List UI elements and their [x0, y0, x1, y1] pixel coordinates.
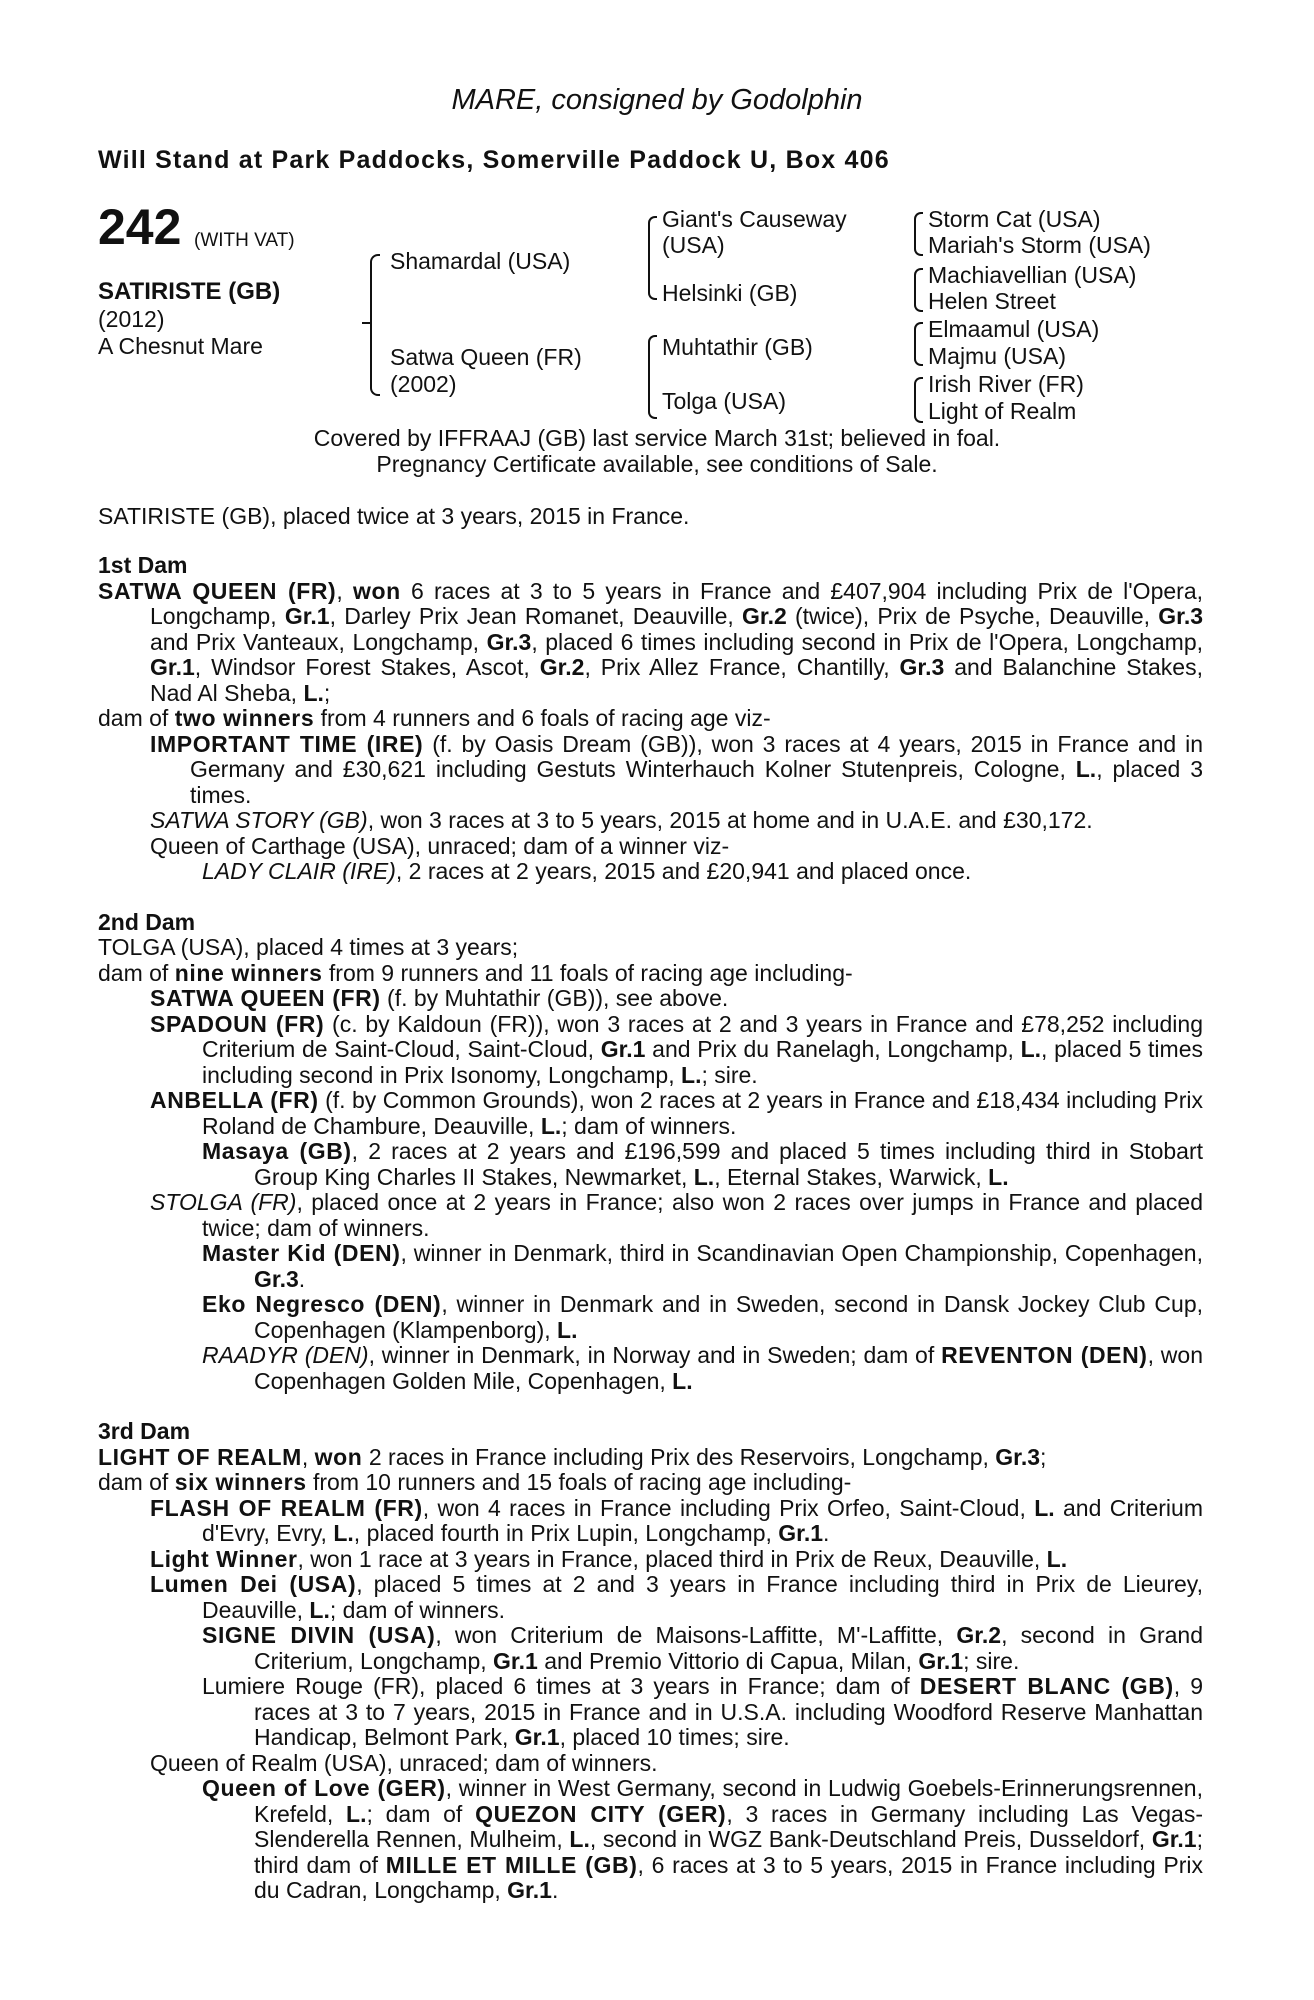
text-run: dam of [98, 959, 175, 986]
won-label: won [352, 577, 401, 604]
text-run: (f. by Muhtathir (GB)), see above. [380, 985, 729, 1011]
text-run: , won 3 races at 3 to 5 years, 2015 at home and in U.A.E. and £30,172. [367, 807, 1093, 833]
text-run: ; dam of winners. [329, 1596, 505, 1623]
text-run: , 3 races in Germany including Las Vegas-Slenderella Rennen, Mulheim, [254, 1800, 1204, 1852]
produce-lumen-dei [150, 1572, 1203, 1623]
pedigree-brace-g3 [914, 322, 923, 366]
grade-label: Gr.3 [995, 1443, 1041, 1470]
text-run: ; [323, 679, 331, 706]
won-label: won [314, 1443, 363, 1470]
text-run: from 10 runners and 15 foals of racing age including- [306, 1469, 852, 1495]
grade-label: Gr.1 [150, 654, 195, 680]
grade-label: Gr.1 [493, 1647, 538, 1674]
pedigree-brace-g2 [914, 268, 923, 312]
horse-description: A Chesnut Mare [98, 333, 263, 359]
text-run: dam of [98, 705, 175, 731]
dam-dam: Tolga (USA) [662, 388, 786, 414]
listed-label: L. [672, 1367, 693, 1394]
text-run: , second in Grand Criterium, Longchamp, [254, 1622, 1203, 1674]
horse-year: (2012) [98, 306, 165, 332]
winners-count: nine winners [174, 959, 323, 986]
grand-ancestor-1: Storm Cat (USA) [928, 206, 1101, 232]
pedigree-brace-main [370, 254, 380, 396]
text-run: , 2 races at 2 years and £196,599 and placed 5 times including third in Stobart Group King Charles II Stakes, Newmarket, [254, 1138, 1203, 1190]
produce-name: REVENTON (DEN) [941, 1342, 1148, 1368]
grand-ancestor-4: Helen Street [928, 288, 1056, 314]
produce-name: LADY CLAIR (IRE) [202, 858, 396, 884]
produce-name: SATWA QUEEN (FR) [150, 985, 381, 1011]
text-run: ; sire. [701, 1061, 758, 1088]
text-run: ; sire. [963, 1647, 1020, 1674]
produce-name: IMPORTANT TIME (IRE) [150, 730, 424, 757]
produce-anbella [150, 1088, 1203, 1139]
third-dam-name: LIGHT OF REALM [98, 1443, 302, 1470]
produce-name: STOLGA (FR) [150, 1189, 297, 1215]
second-dam-produce [98, 961, 1203, 987]
stand-location: Will Stand at Park Paddocks, Somerville Paddock U, Box 406 [98, 146, 890, 174]
pedigree-brace-g1 [914, 212, 923, 256]
produce-satwa-queen [150, 986, 1203, 1012]
covered-line-2: Pregnancy Certificate available, see conditions of Sale. [376, 451, 938, 477]
text-run: , Windsor Forest Stakes, Ascot, [194, 654, 540, 680]
first-dam-name: SATWA QUEEN (FR) [98, 577, 337, 604]
first-dam-heading: 1st Dam [98, 552, 188, 578]
pedigree-brace-g4 [914, 377, 923, 423]
text-run: and Premio Vittorio di Capua, Milan, [537, 1647, 919, 1674]
produce-name: Lumen Dei (USA) [150, 1571, 357, 1597]
grand-ancestor-2: Mariah's Storm (USA) [928, 232, 1151, 258]
produce-stolga [150, 1190, 1203, 1241]
text-run: (f. by Common Grounds), won 2 races at 2 years in France and £18,434 including Prix Roland de Chambure, Deauville, [202, 1087, 1203, 1139]
produce-signe-divin [202, 1623, 1203, 1674]
text-run: ; [1040, 1443, 1047, 1470]
text-run: , won Copenhagen Golden Mile, Copenhagen, [254, 1342, 1203, 1394]
grade-label: Gr.3 [1158, 603, 1204, 629]
winners-count: two winners [174, 705, 315, 731]
text-run: , 6 races at 3 to 5 years, 2015 in France including Prix du Cadran, Longchamp, [254, 1851, 1203, 1903]
text-run: and Prix du Ranelagh, Longchamp, [645, 1036, 1021, 1062]
produce-queen-of-love [202, 1776, 1203, 1904]
first-dam-produce [98, 706, 1203, 732]
second-dam-heading: 2nd Dam [98, 908, 196, 935]
text-run: ; dam of winners. [561, 1112, 737, 1139]
produce-raadyr [202, 1343, 1203, 1394]
produce-name: DESERT BLANC (GB) [919, 1673, 1174, 1699]
text-run: ; dam of [366, 1800, 476, 1827]
text-run: , placed 6 times including second in Prix de l'Opera, Longchamp, [531, 628, 1204, 655]
text-run: . [823, 1520, 830, 1546]
sire-name: Shamardal (USA) [390, 248, 571, 274]
text-run: , Eternal Stakes, Warwick, [714, 1163, 989, 1190]
produce-name: SIGNE DIVIN (USA) [202, 1622, 436, 1648]
text-run: , placed once at 2 years in France; also won 2 races over jumps in France and placed twice; dam of winners. [202, 1189, 1203, 1241]
pedigree-notes [98, 553, 1203, 1904]
grand-ancestor-5: Elmaamul (USA) [928, 316, 1100, 342]
text-run: , winner in Denmark, in Norway and in Sweden; dam of [368, 1342, 942, 1368]
text-run: , Prix Allez France, Chantilly, [584, 654, 900, 680]
third-dam-record: LIGHT OF REALM, won 2 races in France including Prix des Reservoirs, Longchamp, Gr.3; [98, 1443, 1047, 1470]
grade-label: Gr.1 [778, 1520, 824, 1546]
text-run: , winner in Denmark and in Sweden, second in Dansk Jockey Club Cup, Copenhagen (Klampenborg), [254, 1291, 1203, 1343]
grade-label: Gr.3 [486, 628, 532, 655]
grade-label: Gr.2 [539, 654, 585, 680]
text-run: dam of [98, 1469, 175, 1495]
grade-label: Gr.1 [918, 1647, 964, 1674]
horse-name: SATIRISTE (GB) [98, 278, 281, 305]
text-run: , placed 5 times at 2 and 3 years in France including third in Prix de Lieurey, Deauville, [202, 1571, 1203, 1623]
produce-name: Masaya (GB) [202, 1138, 352, 1164]
text-run: and Balanchine Stakes, Nad Al Sheba, [150, 654, 1203, 706]
produce-eko-negresco [202, 1292, 1203, 1343]
listed-label: L. [540, 1112, 562, 1139]
text-run: , winner in West Germany, second in Ludwig Goebels-Erinnerungsrennen, Krefeld, [254, 1775, 1203, 1827]
listed-label: L. [988, 1163, 1009, 1190]
text-run: (f. by Oasis Dream (GB)), won 3 races at 4 years, 2015 in France and in Germany and £30,621 including Gestuts Winterhauch Kolner Stutenpreis, Cologne, [190, 730, 1203, 782]
grade-label: Gr.1 [600, 1036, 646, 1062]
produce-name: SPADOUN (FR) [150, 1010, 325, 1037]
listed-label: L. [681, 1061, 702, 1088]
listed-label: L. [569, 1826, 590, 1852]
lot-number: 242 [98, 199, 182, 255]
grand-ancestor-7: Irish River (FR) [928, 371, 1084, 397]
listed-label: L. [1046, 1545, 1068, 1572]
text-run: (c. by Kaldoun (FR)), won 3 races at 2 and 3 years in France and £78,252 including Criterium de Saint-Cloud, Saint-Cloud, [202, 1010, 1204, 1062]
produce-spadoun [150, 1012, 1203, 1089]
text-run: ; third dam of [254, 1826, 1203, 1878]
produce-name: ANBELLA (FR) [150, 1087, 319, 1113]
dam-name: Satwa Queen (FR) [390, 344, 582, 370]
text-run: and Criterium d'Evry, Evry, [202, 1494, 1203, 1546]
produce-master-kid [202, 1241, 1203, 1292]
text-run: , placed 3 times. [190, 756, 1203, 808]
text-run: . [551, 1877, 559, 1903]
vat-label: (WITH VAT) [194, 230, 295, 251]
grade-label: Gr.1 [284, 603, 330, 629]
produce-lady-clair [202, 859, 1203, 885]
pedigree-brace-dam [648, 335, 657, 419]
winners-count: six winners [174, 1469, 307, 1495]
produce-flash-of-realm [150, 1496, 1203, 1547]
produce-masaya [202, 1139, 1203, 1190]
produce-lumiere-rouge [202, 1674, 1203, 1751]
text-run: , Darley Prix Jean Romanet, Deauville, [329, 603, 743, 629]
horse-summary: SATIRISTE (GB), placed twice at 3 years, 2015 in France. [98, 503, 690, 529]
sire-sire-line2: (USA) [662, 232, 725, 258]
sire-sire-line1: Giant's Causeway [662, 206, 847, 232]
produce-name: Master Kid (DEN) [202, 1240, 401, 1266]
listed-label: L. [309, 1596, 330, 1623]
grand-ancestor-6: Majmu (USA) [928, 343, 1067, 369]
listed-label: L. [1075, 756, 1097, 782]
text-run: (twice), Prix de Psyche, Deauville, [786, 603, 1159, 629]
grade-label: Gr.3 [899, 654, 945, 680]
listed-label: L. [1034, 1494, 1055, 1521]
produce-name: Light Winner [150, 1545, 298, 1572]
listed-label: L. [333, 1520, 354, 1546]
listed-label: L. [557, 1316, 578, 1343]
text-run: from 9 runners and 11 foals of racing age including- [322, 959, 853, 986]
grand-ancestor-8: Light of Realm [928, 398, 1077, 424]
text-run: , won 4 races in France including Prix Orfeo, Saint-Cloud, [422, 1494, 1035, 1521]
text-run: , 2 races at 2 years, 2015 and £20,941 and placed once. [395, 858, 972, 884]
listed-label: L. [1020, 1036, 1042, 1062]
produce-important-time [150, 732, 1203, 809]
produce-queen-of-carthage: Queen of Carthage (USA), unraced; dam of a winner viz- [150, 832, 730, 859]
produce-name: SATWA STORY (GB) [150, 807, 368, 833]
text-run: , 9 races at 3 to 7 years, 2015 in France and in U.S.A. including Woodford Reserve Manhattan Handicap, Belmont Park, [254, 1673, 1203, 1750]
text-run: from 4 runners and 6 foals of racing age viz- [314, 705, 771, 731]
text-run: , won Criterium de Maisons-Laffitte, M'-Laffitte, [435, 1622, 957, 1648]
produce-name: Queen of Love (GER) [202, 1775, 446, 1801]
produce-name: QUEZON CITY (GER) [475, 1800, 727, 1827]
listed-label: L. [693, 1163, 715, 1190]
text-run: , won 1 race at 3 years in France, placed third in Prix de Reux, Deauville, [297, 1545, 1047, 1572]
dam-year: (2002) [390, 371, 457, 397]
text-run: , placed fourth in Prix Lupin, Longchamp, [353, 1520, 779, 1546]
produce-name: FLASH OF REALM (FR) [150, 1494, 423, 1521]
listed-label: L. [303, 679, 324, 706]
second-dam-record: TOLGA (USA), placed 4 times at 3 years; [98, 934, 519, 960]
first-dam-record: SATWA QUEEN (FR), won 6 races at 3 to 5 years in France and £407,904 including Prix de l'Opera, Longchamp, Gr.1, Darley Prix Jean Romanet, Deauville, Gr.2 (twice), Prix de Psyche, Deauville, Gr.3 and Prix Vanteaux, Longchamp, Gr.3, placed 6 times including second in Prix de l'Opera, Longchamp, Gr.1, Windsor Forest Stakes, Ascot, Gr.2, Prix Allez France, Chantilly, Gr.3 and Balanchine Stakes, Nad Al Sheba, L.; [98, 577, 1204, 706]
grade-label: Gr.2 [742, 603, 787, 629]
text-run: . [298, 1265, 306, 1292]
text-run: Lumiere Rouge (FR), placed 6 times at 3 years in France; dam of [202, 1673, 920, 1699]
text-run: , placed 5 times including second in Prix Isonomy, Longchamp, [202, 1036, 1203, 1088]
sire-dam: Helsinki (GB) [662, 280, 798, 306]
produce-light-winner [150, 1547, 1203, 1573]
text-run: and Prix Vanteaux, Longchamp, [150, 628, 487, 655]
grade-label: Gr.1 [1151, 1826, 1197, 1852]
pedigree-brace-main-tip [362, 322, 370, 324]
produce-satwa-story [150, 808, 1203, 834]
text-run: 2 races in France including Prix des Reservoirs, Longchamp, [362, 1443, 996, 1470]
produce-queen-of-realm: Queen of Realm (USA), unraced; dam of winners. [150, 1749, 658, 1776]
grade-label: Gr.1 [507, 1877, 552, 1903]
text-run: , placed 10 times; sire. [559, 1724, 790, 1750]
produce-name: MILLE ET MILLE (GB) [385, 1851, 638, 1878]
listed-label: L. [346, 1800, 367, 1827]
covered-line-1: Covered by IFFRAAJ (GB) last service March 31st; believed in foal. [313, 425, 1001, 451]
produce-name: Eko Negresco (DEN) [202, 1291, 442, 1317]
grade-label: Gr.3 [254, 1265, 299, 1292]
pedigree-brace-sire [648, 216, 657, 300]
third-dam-produce [98, 1470, 1203, 1496]
grade-label: Gr.1 [514, 1724, 560, 1750]
grand-ancestor-3: Machiavellian (USA) [928, 262, 1137, 288]
grade-label: Gr.2 [956, 1622, 1002, 1648]
text-run: , winner in Denmark, third in Scandinavian Open Championship, Copenhagen, [400, 1240, 1203, 1266]
text-run: , second in WGZ Bank-Deutschland Preis, Dusseldorf, [589, 1826, 1152, 1852]
produce-name: RAADYR (DEN) [202, 1342, 369, 1368]
dam-sire: Muhtathir (GB) [662, 334, 813, 360]
third-dam-heading: 3rd Dam [98, 1418, 191, 1444]
page-title: MARE, consigned by Godolphin [451, 84, 863, 116]
text-run: 6 races at 3 to 5 years in France and £407,904 including Prix de l'Opera, Longchamp, [150, 577, 1203, 629]
